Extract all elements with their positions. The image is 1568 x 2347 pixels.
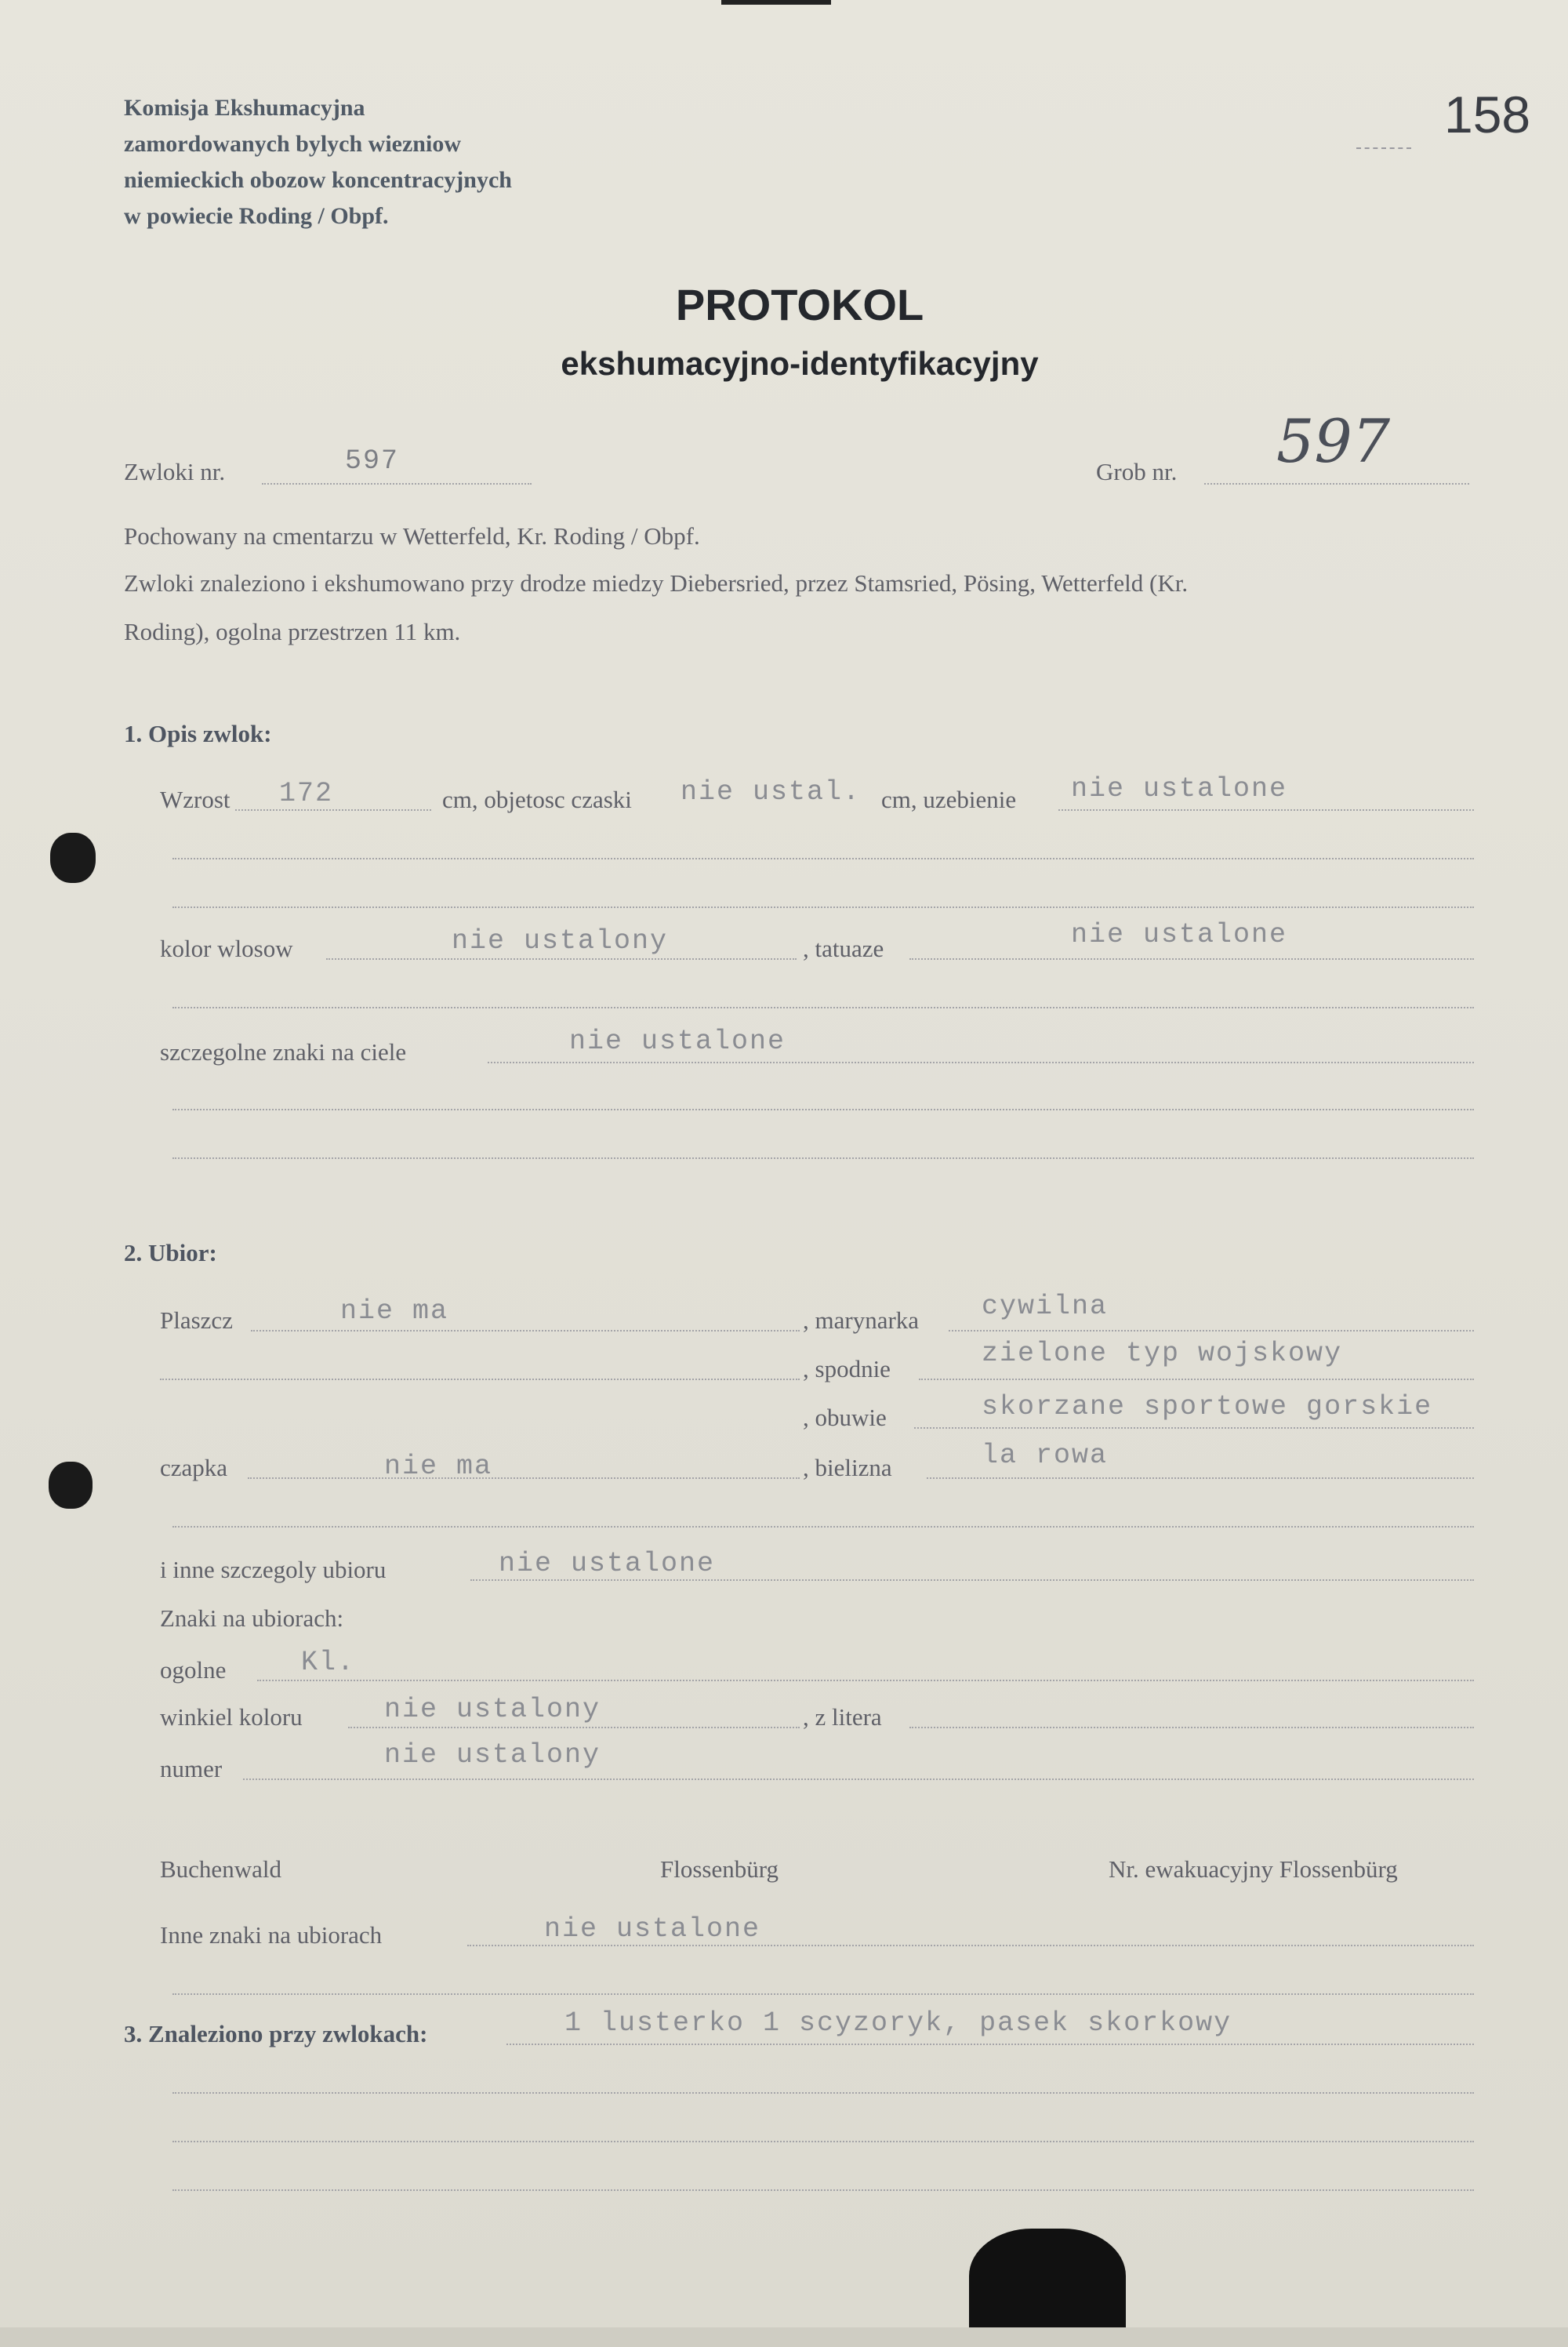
inne-znaki-label: Inne znaki na ubiorach	[160, 1921, 383, 1949]
winkiel-koloru-value: nie ustalony	[384, 1694, 601, 1725]
page-number-mark	[1356, 147, 1411, 149]
header-line-4: w powiecie Roding / Obpf.	[124, 203, 389, 229]
tatuaze-value: nie ustalone	[1071, 919, 1288, 950]
inne-szczegoly-dotline	[470, 1579, 1474, 1581]
znaki-na-ciele-dotline	[488, 1062, 1474, 1063]
buchenwald-label: Buchenwald	[160, 1855, 281, 1883]
spodnie-dotline	[919, 1379, 1474, 1380]
punch-hole-lower	[49, 1462, 93, 1509]
winkiel-koloru-dotline	[348, 1727, 800, 1728]
bielizna-value: la rowa	[982, 1440, 1109, 1471]
numer-value: nie ustalony	[384, 1739, 601, 1771]
uzebienie-value: nie ustalone	[1071, 773, 1288, 805]
uzebienie-label: cm, uzebienie	[881, 786, 1017, 813]
numer-label: numer	[160, 1755, 223, 1782]
plaszcz-label: Plaszcz	[160, 1306, 233, 1334]
wzrost-dotline	[235, 809, 431, 811]
obuwie-label: , obuwie	[803, 1404, 887, 1431]
grob-value-handwritten: 597	[1276, 406, 1391, 476]
bielizna-label: , bielizna	[803, 1454, 892, 1481]
winkiel-koloru-label: winkiel koloru	[160, 1703, 303, 1731]
section-3-blank-line-3	[172, 2189, 1474, 2191]
marynarka-label: , marynarka	[803, 1306, 920, 1334]
document-subtitle: ekshumacyjno-identyfikacyjny	[561, 345, 1039, 382]
marynarka-value: cywilna	[982, 1291, 1109, 1322]
intro-line-3: Roding), ogolna przestrzen 11 km.	[124, 618, 461, 645]
section-2-blank-line-2	[172, 1993, 1474, 1995]
section-1-blank-line-5	[172, 1157, 1474, 1159]
inne-szczegoly-value: nie ustalone	[499, 1548, 716, 1579]
section-1-blank-line-1	[172, 858, 1474, 859]
section-1-blank-line-3	[172, 1007, 1474, 1008]
section-1-heading: 1. Opis zwlok:	[124, 720, 272, 747]
spodnie-label: , spodnie	[803, 1355, 891, 1382]
grob-dotline	[1204, 483, 1469, 485]
zwloki-dotline	[262, 483, 532, 485]
czapka-label: czapka	[160, 1454, 228, 1481]
czaska-label: cm, objetosc czaski	[442, 786, 632, 813]
z-litera-dotline	[909, 1727, 1474, 1728]
section-3-blank-line-1	[172, 2092, 1474, 2094]
intro-line-2: Zwloki znaleziono i ekshumowano przy drodze miedzy Diebersried, przez Stamsried, Pösing, Wetterfeld (Kr.	[124, 569, 1189, 597]
page-bottom-edge	[0, 2327, 1568, 2347]
grob-label: Grob nr.	[1096, 458, 1178, 485]
tatuaze-dotline	[909, 958, 1474, 960]
punch-hole-upper	[50, 833, 96, 883]
inne-szczegoly-label: i inne szczegoly ubioru	[160, 1556, 387, 1583]
czapka-dotline	[248, 1477, 800, 1479]
header-line-1: Komisja Ekshumacyjna	[124, 95, 365, 121]
kolor-wlosow-dotline	[326, 958, 797, 960]
obuwie-dotline	[914, 1427, 1474, 1429]
numer-dotline	[243, 1778, 1474, 1780]
plaszcz-value: nie ma	[340, 1295, 449, 1327]
plaszcz-dotline	[251, 1330, 800, 1332]
inne-znaki-value: nie ustalone	[544, 1913, 761, 1945]
inne-znaki-dotline	[467, 1945, 1474, 1946]
ogolne-value: Kl.	[301, 1647, 356, 1678]
bielizna-dotline	[927, 1477, 1474, 1479]
section-2-blank-line-1	[172, 1526, 1474, 1528]
intro-line-1: Pochowany na cmentarzu w Wetterfeld, Kr. Roding / Obpf.	[124, 522, 700, 550]
czapka-value: nie ma	[384, 1451, 493, 1482]
scan-artifact-top	[721, 0, 831, 5]
page-number: 158	[1444, 85, 1531, 144]
section-1-blank-line-4	[172, 1109, 1474, 1110]
spodnie-value: zielone typ wojskowy	[982, 1338, 1343, 1369]
nr-ewakuacyjny-label: Nr. ewakuacyjny Flossenbürg	[1109, 1855, 1398, 1883]
znaki-na-ciele-value: nie ustalone	[569, 1026, 786, 1057]
section-3-blank-line-2	[172, 2141, 1474, 2142]
flossenburg-label: Flossenbürg	[660, 1855, 779, 1883]
czaska-value: nie ustal.	[681, 776, 862, 808]
uzebienie-dotline	[1058, 809, 1474, 811]
wzrost-value: 172	[279, 778, 334, 809]
znaki-na-ciele-label: szczegolne znaki na ciele	[160, 1038, 407, 1066]
section-3-value: 1 lusterko 1 scyzoryk, pasek skorkowy	[564, 2007, 1232, 2039]
section-2-heading: 2. Ubior:	[124, 1239, 217, 1266]
spodnie-left-dotline	[160, 1379, 800, 1380]
znaki-na-ubiorach-heading: Znaki na ubiorach:	[160, 1604, 344, 1632]
kolor-wlosow-label: kolor wlosow	[160, 935, 293, 962]
obuwie-value: skorzane sportowe gorskie	[982, 1391, 1433, 1422]
header-line-3: niemieckich obozow koncentracyjnych	[124, 167, 512, 193]
section-3-heading: 3. Znaleziono przy zwlokach:	[124, 2020, 428, 2047]
kolor-wlosow-value: nie ustalony	[452, 925, 669, 957]
ogolne-label: ogolne	[160, 1656, 227, 1684]
wzrost-label: Wzrost	[160, 786, 230, 813]
section-3-dotline	[506, 2044, 1474, 2045]
zwloki-label: Zwloki nr.	[124, 458, 226, 485]
header-line-2: zamordowanych bylych wiezniow	[124, 131, 461, 157]
section-1-blank-line-2	[172, 906, 1474, 908]
ogolne-dotline	[257, 1680, 1474, 1681]
marynarka-dotline	[949, 1330, 1474, 1332]
zwloki-value: 597	[345, 445, 400, 477]
z-litera-label: , z litera	[803, 1703, 882, 1731]
tatuaze-label: , tatuaze	[803, 935, 884, 962]
document-title: PROTOKOL	[675, 280, 924, 329]
